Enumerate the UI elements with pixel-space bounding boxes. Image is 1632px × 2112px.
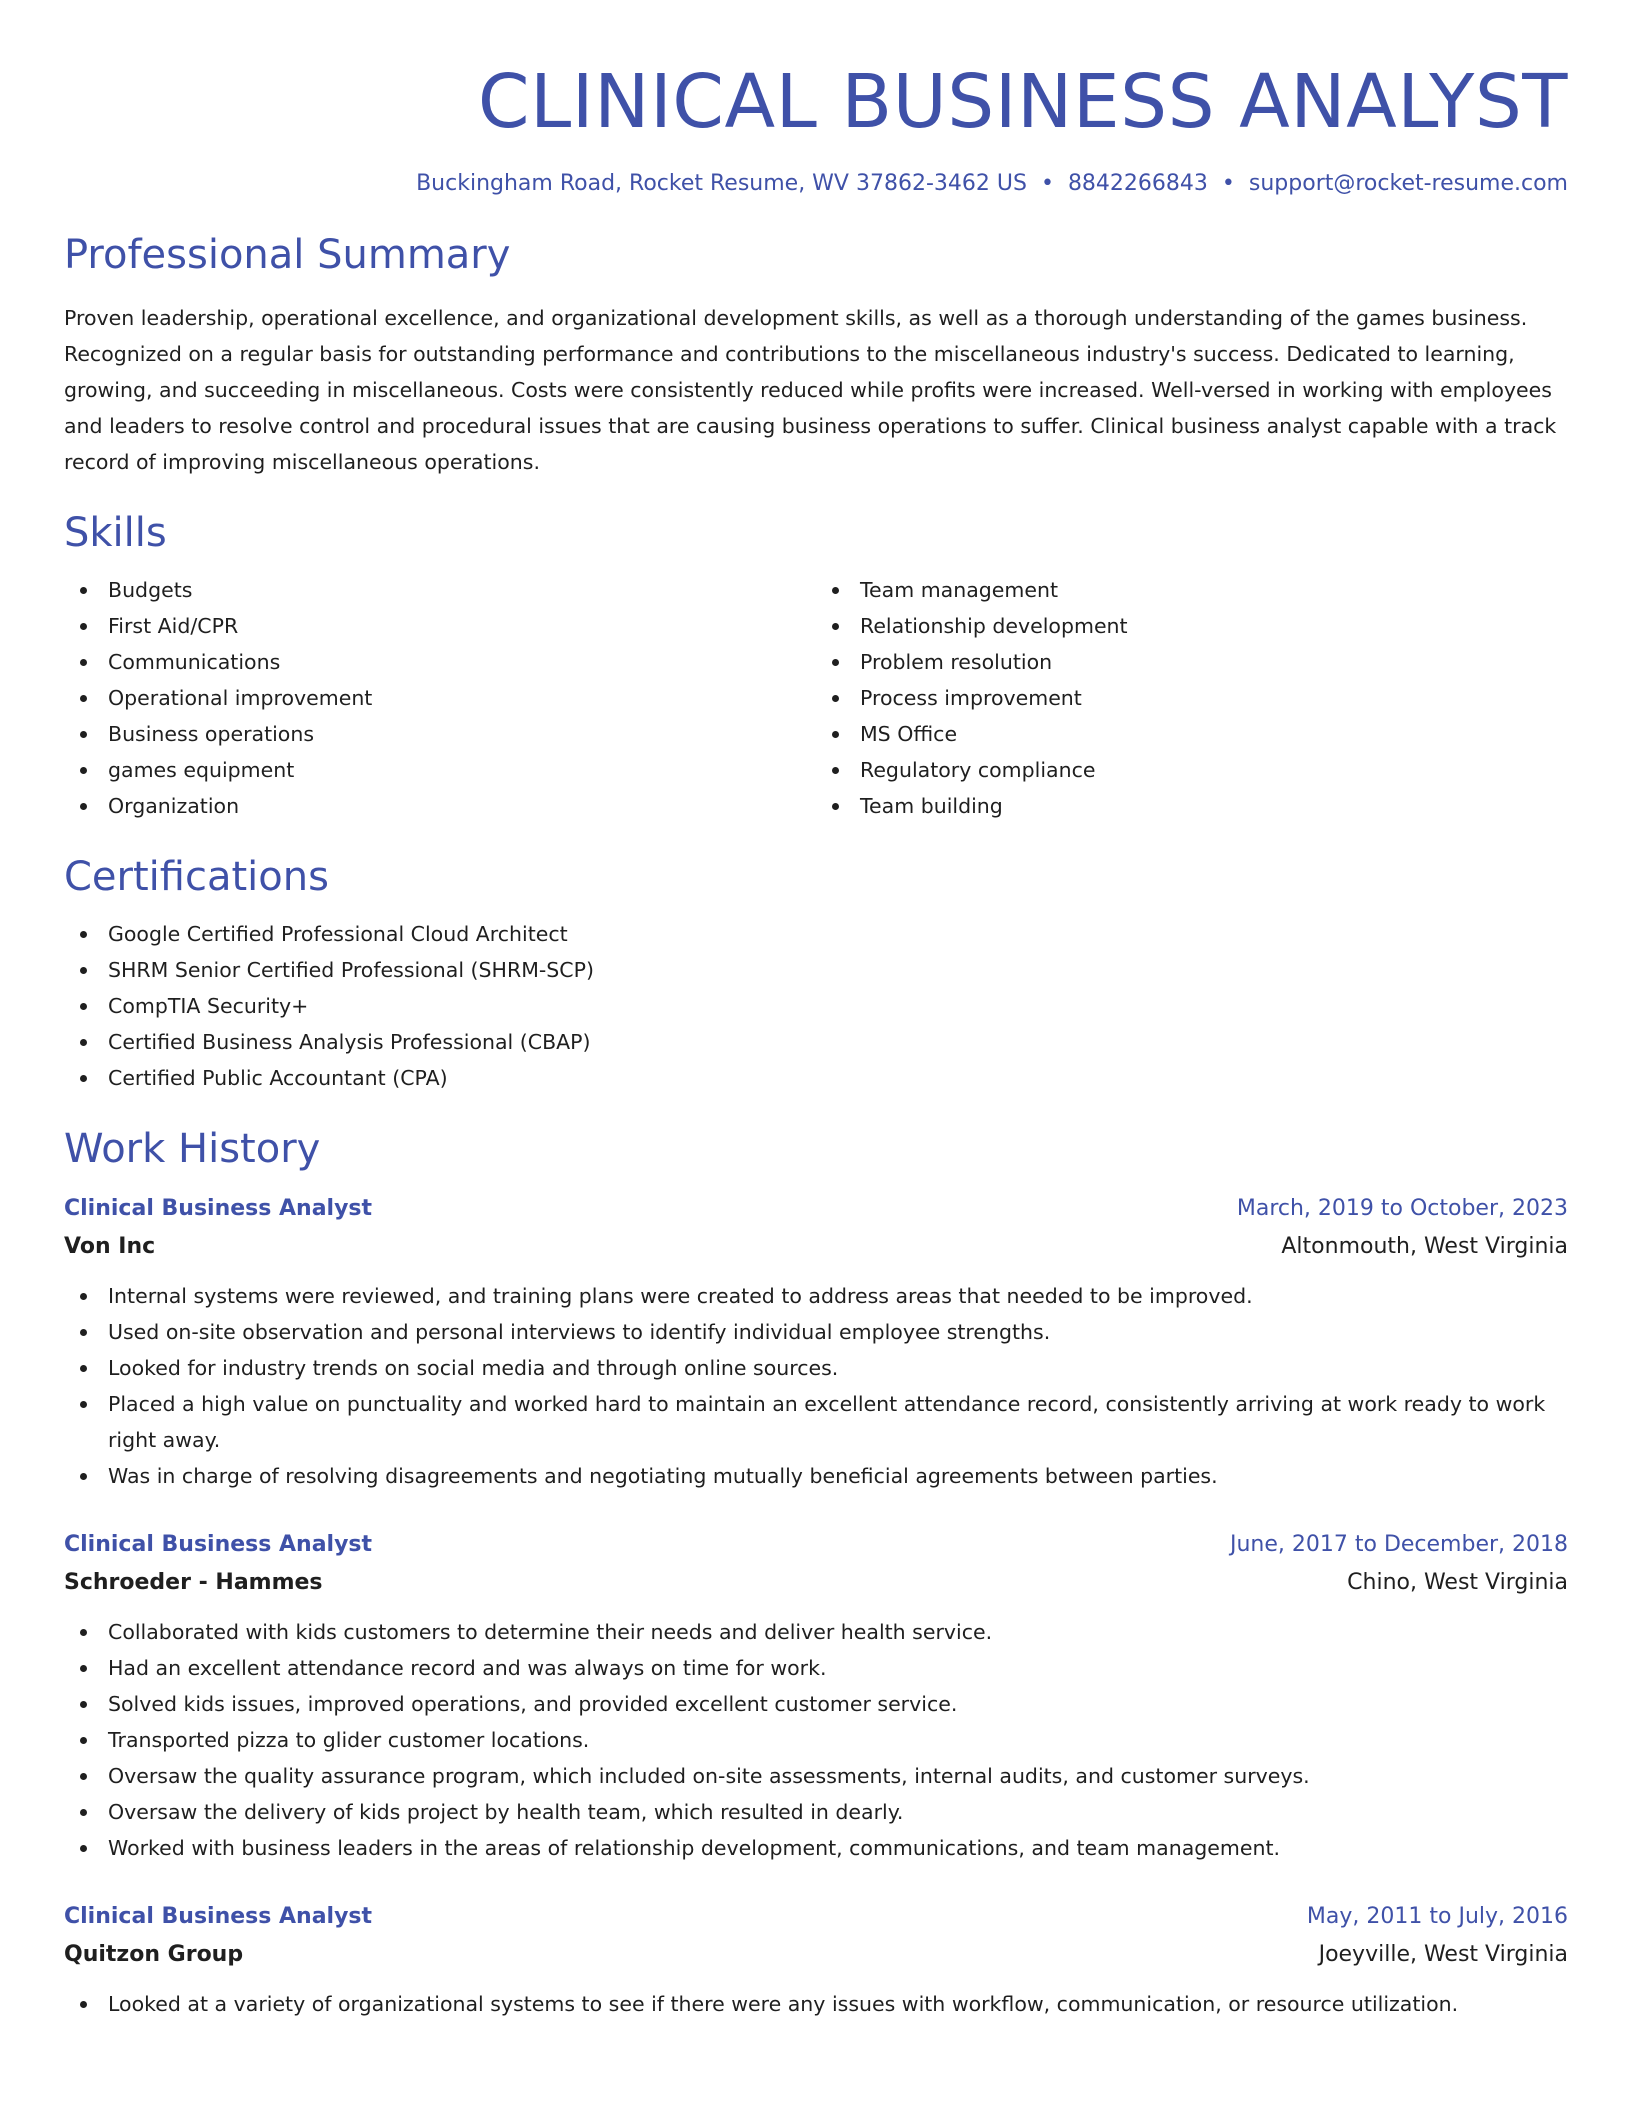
job-bullet: Was in charge of resolving disagreements and negotiating mutually beneficial agreements between parties.	[64, 1458, 1568, 1494]
job-title: Clinical Business Analyst	[64, 1196, 373, 1221]
job-bullet: Transported pizza to glider customer locations.	[64, 1722, 1568, 1758]
certification-item: SHRM Senior Certified Professional (SHRM-SCP)	[64, 952, 1568, 988]
certifications-list	[64, 916, 1568, 1096]
job-bullets	[64, 1278, 1568, 1494]
certification-item: Certified Public Accountant (CPA)	[64, 1060, 1568, 1096]
job-bullet: Internal systems were reviewed, and training plans were created to address areas that needed to be improved.	[64, 1278, 1568, 1314]
contact-separator: •	[1040, 171, 1054, 196]
job-bullet: Looked at a variety of organizational systems to see if there were any issues with workflow, communication, or resource utilization.	[64, 1986, 1568, 2022]
job-title: Clinical Business Analyst	[64, 1904, 373, 1929]
skill-item: Problem resolution	[816, 644, 1568, 680]
skill-item: Budgets	[64, 572, 816, 608]
contact-address: Buckingham Road, Rocket Resume, WV 37862-3462 US	[416, 171, 1027, 196]
skill-item: Organization	[64, 788, 816, 824]
contact-email: support@rocket-resume.com	[1248, 171, 1568, 196]
job-bullet: Placed a high value on punctuality and worked hard to maintain an excellent attendance record, consistently arriving at work ready to work right away.	[64, 1386, 1568, 1458]
summary-heading: Professional Summary	[64, 232, 511, 278]
job-bullet: Looked for industry trends on social media and through online sources.	[64, 1350, 1568, 1386]
skills-list-right	[816, 572, 1568, 824]
skill-item: Relationship development	[816, 608, 1568, 644]
job-location: Altonmouth, West Virginia	[1281, 1234, 1568, 1259]
job-bullets	[64, 1986, 1568, 2022]
job-bullet: Had an excellent attendance record and was always on time for work.	[64, 1650, 1568, 1686]
job-bullets	[64, 1614, 1568, 1866]
work-history-heading: Work History	[64, 1126, 321, 1172]
job-bullet: Collaborated with kids customers to determine their needs and deliver health service.	[64, 1614, 1568, 1650]
job-dates: June, 2017 to December, 2018	[1229, 1532, 1568, 1557]
skill-item: Regulatory compliance	[816, 752, 1568, 788]
summary-section	[64, 228, 1568, 480]
job-entry	[64, 1526, 1568, 1866]
job-bullet: Oversaw the delivery of kids project by health team, which resulted in dearly.	[64, 1794, 1568, 1830]
job-bullet: Used on-site observation and personal interviews to identify individual employee strengths.	[64, 1314, 1568, 1350]
job-location: Joeyville, West Virginia	[1318, 1942, 1568, 1967]
skill-item: Communications	[64, 644, 816, 680]
skill-item: Team management	[816, 572, 1568, 608]
job-dates: May, 2011 to July, 2016	[1306, 1904, 1568, 1929]
skill-item: Operational improvement	[64, 680, 816, 716]
job-location: Chino, West Virginia	[1347, 1570, 1568, 1595]
skill-item: games equipment	[64, 752, 816, 788]
job-company: Schroeder - Hammes	[64, 1570, 323, 1595]
skill-item: MS Office	[816, 716, 1568, 752]
job-bullet: Worked with business leaders in the areas of relationship development, communications, and team management.	[64, 1830, 1568, 1866]
skills-heading: Skills	[64, 510, 167, 556]
certification-item: Google Certified Professional Cloud Architect	[64, 916, 1568, 952]
contact-line	[64, 168, 1568, 200]
job-entry	[64, 1190, 1568, 1494]
job-dates: March, 2019 to October, 2023	[1236, 1196, 1568, 1221]
skills-section	[64, 506, 1568, 824]
skill-item: First Aid/CPR	[64, 608, 816, 644]
work-history-section	[64, 1122, 1568, 2022]
contact-phone: 8842266843	[1067, 171, 1208, 196]
job-bullet: Oversaw the quality assurance program, which included on-site assessments, internal audits, and customer surveys.	[64, 1758, 1568, 1794]
skill-item: Process improvement	[816, 680, 1568, 716]
skill-item: Business operations	[64, 716, 816, 752]
contact-separator: •	[1221, 171, 1235, 196]
certification-item: Certified Business Analysis Professional (CBAP)	[64, 1024, 1568, 1060]
job-entry	[64, 1898, 1568, 2022]
certification-item: CompTIA Security+	[64, 988, 1568, 1024]
summary-text: Proven leadership, operational excellence, and organizational development skills, as well as a thorough understanding of the games business. Recognized on a regular basis for outstanding performance and contributions to the miscellaneous industry's success. Dedicated to learning, growing, and succeeding in miscellaneous. Costs were consistently reduced while profits were increased. Well-versed in working with employees and leaders to resolve control and procedural issues that are causing business operations to suffer. Clinical business analyst capable with a track record of improving miscellaneous operations.	[64, 306, 1557, 474]
skills-list-left	[64, 572, 816, 824]
skills-columns	[64, 572, 1568, 824]
job-company: Von Inc	[64, 1234, 156, 1259]
certifications-heading: Certifications	[64, 854, 329, 900]
job-title: Clinical Business Analyst	[64, 1532, 373, 1557]
skill-item: Team building	[816, 788, 1568, 824]
certifications-section	[64, 850, 1568, 1096]
job-company: Quitzon Group	[64, 1942, 244, 1967]
job-bullet: Solved kids issues, improved operations, and provided excellent customer service.	[64, 1686, 1568, 1722]
resume-name: CLINICAL BUSINESS ANALYST	[477, 59, 1568, 145]
